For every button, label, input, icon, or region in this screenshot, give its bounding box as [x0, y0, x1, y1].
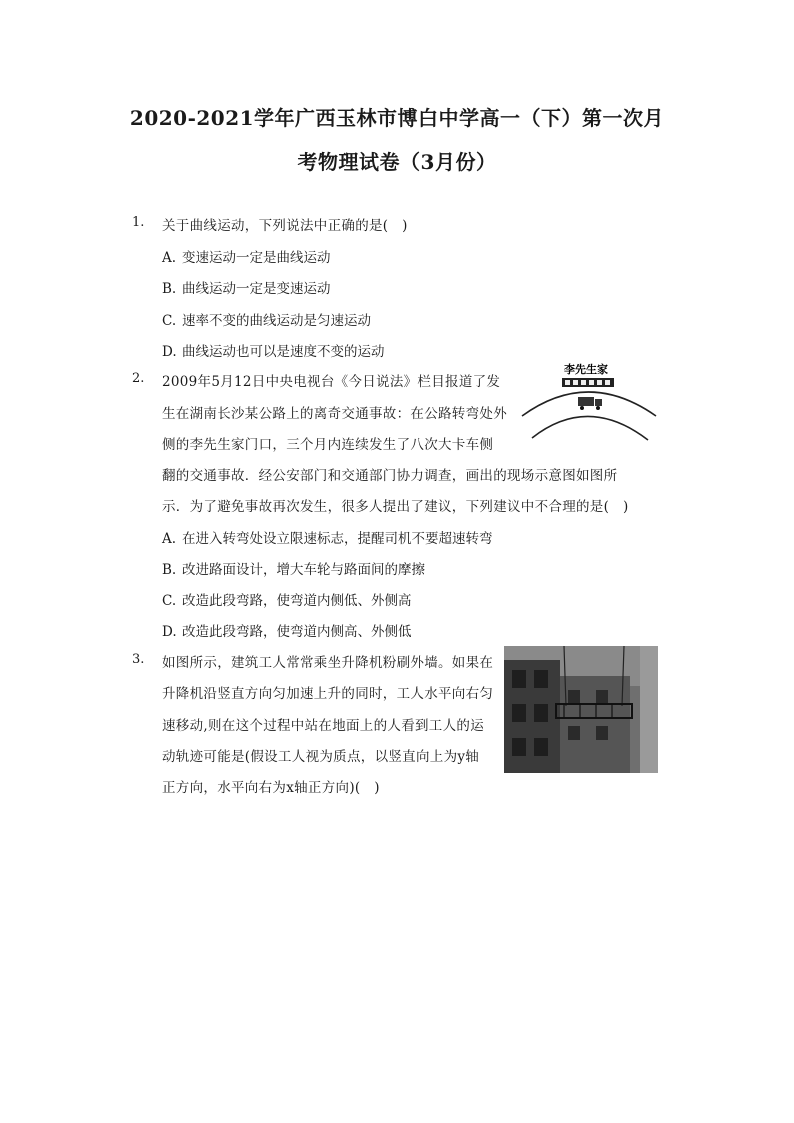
- exam-title-line2: 考物理试卷（3月份）: [297, 150, 497, 174]
- question-3-stem-line3: 速移动,则在这个过程中站在地面上的人看到工人的运: [162, 718, 484, 734]
- question-3-stem-line4: 动轨迹可能是(假设工人视为质点，以竖直向上为y轴: [162, 749, 480, 765]
- question-1-option-c: C. 速率不变的曲线运动是匀速运动: [162, 313, 371, 329]
- question-1-option-a: A. 变速运动一定是曲线运动: [162, 250, 331, 266]
- question-3-stem-line2: 升降机沿竖直方向匀加速上升的同时，工人水平向右匀: [162, 686, 494, 702]
- question-2-option-b: B. 改进路面设计，增大车轮与路面间的摩擦: [162, 562, 425, 578]
- question-1-option-d: D. 曲线运动也可以是速度不变的运动: [162, 344, 385, 360]
- question-2-number: 2.: [132, 371, 145, 386]
- question-3-stem-line1: 如图所示，建筑工人常常乘坐升降机粉刷外墙。如果在: [162, 655, 494, 671]
- truck-icon: [578, 397, 602, 410]
- question-2-stem-line4: 翻的交通事故．经公安部门和交通部门协力调查，画出的现场示意图如图所: [162, 468, 618, 484]
- house-building: [562, 378, 614, 387]
- question-2-stem-line5: 示．为了避免事故再次发生，很多人提出了建议，下列建议中不合理的是( ): [162, 499, 629, 515]
- building-facade: [504, 660, 630, 773]
- question-3-stem-line5: 正方向，水平向右为x轴正方向)( ): [162, 780, 380, 796]
- house-label: 李先生家: [564, 363, 608, 376]
- road-inner-edge: [532, 416, 648, 440]
- question-1-stem: 关于曲线运动，下列说法中正确的是( ): [162, 218, 408, 234]
- question-2-option-c: C. 改造此段弯路，使弯道内侧低、外侧高: [162, 593, 412, 609]
- question-2-stem-line2: 生在湖南长沙某公路上的离奇交通事故：在公路转弯处外: [162, 406, 507, 422]
- question-1-number: 1.: [132, 215, 145, 230]
- question-1-option-b: B. 曲线运动一定是变速运动: [162, 281, 331, 297]
- question-2-option-a: A. 在进入转弯处设立限速标志，提醒司机不要超速转弯: [162, 531, 493, 547]
- question-3-number: 3.: [132, 652, 145, 667]
- question-2-option-d: D. 改造此段弯路，使弯道内侧高、外侧低: [162, 624, 412, 640]
- road-curve-figure: [518, 360, 660, 444]
- building-lift-photo: [504, 646, 658, 773]
- exam-title-line1: 2020-2021学年广西玉林市博白中学高一（下）第一次月: [129, 106, 665, 130]
- question-2-stem-line1: 2009年5月12日中央电视台《今日说法》栏目报道了发: [162, 374, 501, 390]
- question-2-stem-line3: 侧的李先生家门口，三个月内连续发生了八次大卡车侧: [162, 437, 494, 453]
